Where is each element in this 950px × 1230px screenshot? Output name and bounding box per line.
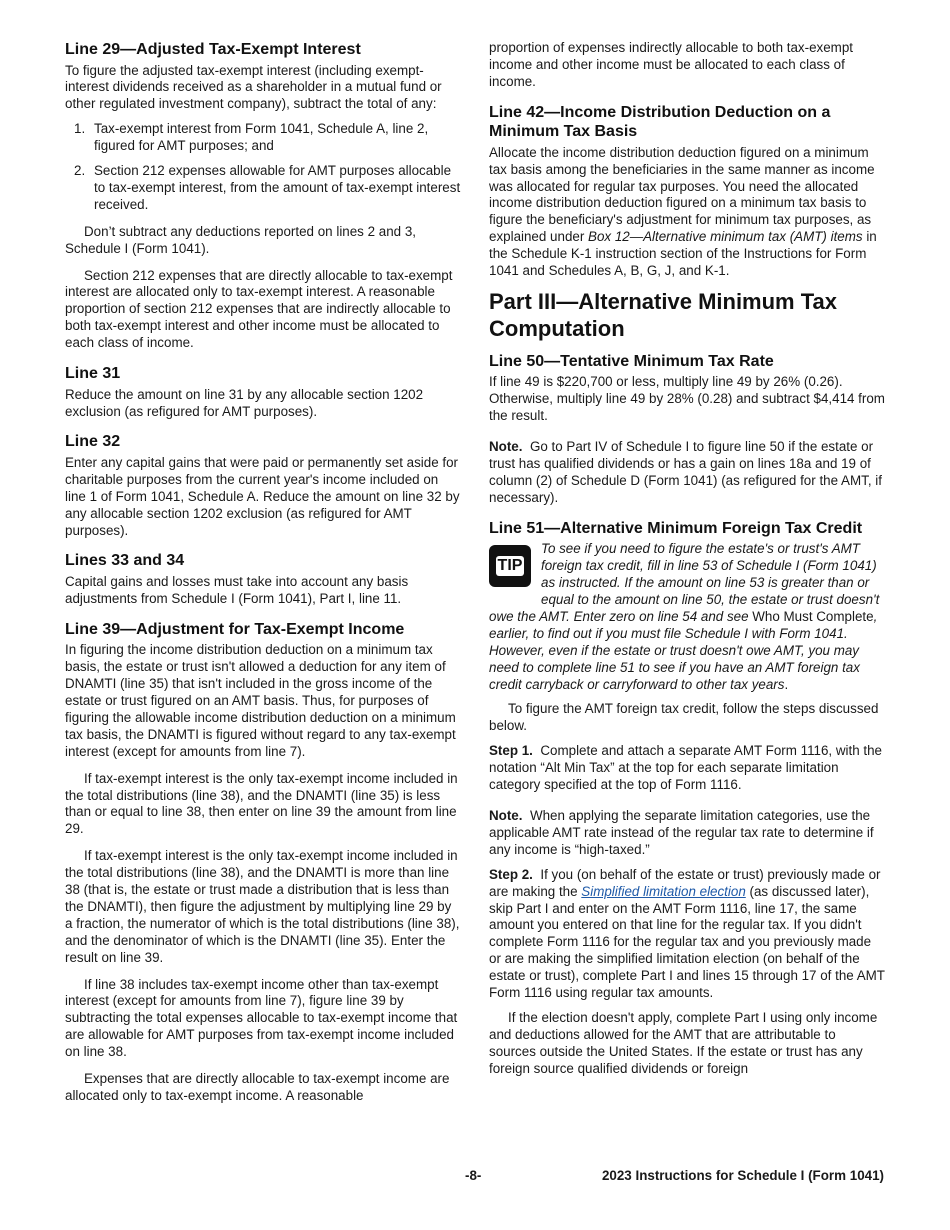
line39-paragraph: In figuring the income distribution deduction on a minimum tax basis, the estate or trust isn't allowed a deduction for any item of DNAMTI (line 35) that isn't included in the gross income of the estate or trust figured on an AMT basis. Thus, for purposes of figuring the allowable income distribution deduction on a minimum tax basis, the DNAMTI is figured without regard to any tax-exempt interest (except for amounts from line 7).: [65, 642, 456, 759]
tip-reference: Who Must Complete: [752, 608, 874, 624]
continued-paragraph: proportion of expenses indirectly allocable to both tax-exempt income and other income must be allocated to each class of income.: [489, 40, 853, 89]
line32-text: Enter any capital gains that were paid or permanently set aside for charitable purposes from the current year's income included on line 1 of Form 1041, Schedule A. Reduce the amount on line 32 by any allocable section 1202 exclusion (as refigured for AMT purposes).: [65, 454, 460, 538]
left-column: [65, 40, 462, 1105]
line51-paragraph: To figure the AMT foreign tax credit, follow the steps discussed below.: [489, 701, 879, 734]
part3-heading: Part III—Alternative Minimum Tax Computation: [489, 288, 838, 341]
list-item-text: Section 212 expenses allowable for AMT purposes allocable to tax-exempt interest, from the amount of tax-exempt interest received.: [94, 163, 461, 212]
right-column: [489, 40, 886, 1078]
simplified-limitation-election-link[interactable]: Simplified limitation election: [581, 883, 746, 899]
list-item-text: Tax-exempt interest from Form 1041, Schedule A, line 2, figured for AMT purposes; and: [94, 121, 429, 154]
lines33-34-heading: Lines 33 and 34: [65, 552, 185, 570]
line39-paragraph: If tax-exempt interest is the only tax-exempt income included in the total distributions (line 38), and the DNAMTI is more than line 38 (that is, the estate or trust made a distribution that is less than the DNAMTI), then figure the adjustment by multiplying line 29 by a fraction, the numerator of which is the total distributions (line 38), and the denominator of which is the DNAMTI (line 35). Enter the result on line 39.: [65, 848, 460, 965]
list-item-number: 2.: [74, 163, 86, 179]
note-label: Note.: [489, 808, 523, 823]
line51-note: Note. When applying the separate limitation categories, use the applicable AMT rate instead of the regular tax rate to determine if any income is “high-taxed.”: [489, 808, 874, 857]
line50-text: If line 49 is $220,700 or less, multiply line 49 by 26% (0.26). Otherwise, multiply line 49 by 28% (0.28) and subtract $4,414 from the result.: [489, 374, 885, 424]
line39-heading: Line 39—Adjustment for Tax-Exempt Income: [65, 620, 405, 638]
page-footer: [0, 1168, 950, 1188]
note-label: Note.: [489, 439, 523, 455]
line39-paragraph: Expenses that are directly allocable to tax-exempt income are allocated only to tax-exempt income. A reasonable: [65, 1071, 450, 1103]
list-item: [65, 163, 462, 214]
line42-heading: Line 42—Income Distribution Deduction on a Minimum Tax Basis: [489, 103, 831, 141]
step2-label: Step 2.: [489, 866, 533, 882]
line39-paragraph: If line 38 includes tax-exempt income other than tax-exempt interest (except for amounts from line 7), figure line 39 by subtracting the total expenses allocable to tax-exempt income that are allowable for AMT purposes from tax-exempt income included on line 38.: [65, 976, 458, 1060]
line42-text: Allocate the income distribution deduction figured on a minimum tax basis among the beneficiaries in the same manner as income was allocated for regular tax purposes. You need the allocated income distribution deduction figured on a minimum tax basis to figure the beneficiary's adjustment for minimum tax purposes, as explained under Box 12—Alternative minimum tax (AMT) items in the Schedule K-1 instruction section of the Instructions for Form 1041 and Schedules A, B, G, J, and K-1.: [489, 144, 877, 279]
line50-heading: Line 50—Tentative Minimum Tax Rate: [489, 352, 774, 370]
line39-paragraph: If tax-exempt interest is the only tax-exempt income included in the total distributions (line 38), and the DNAMTI (line 35) is less than or equal to line 38, then enter on line 39 the amount from line 29.: [65, 770, 458, 837]
tip-label: TIP: [497, 557, 523, 575]
lines33-34-text: Capital gains and losses must take into account any basis adjustments from Schedule I (Form 1041), Part I, line 11.: [65, 573, 409, 606]
tip-text: To see if you need to figure the estate's or trust's AMT foreign tax credit, fill in line 53 of Schedule I (Form 1041) as instructed. If the amount on line 53 is greater than or equal to the amount on line 50, the estate or trust doesn't owe the AMT. Enter zero on line 54 and see Who Must Complete, earlier, to find out if you must file Schedule I with Form 1041. However, even if the estate or trust doesn't owe AMT, you may need to complete line 51 to see if you have an AMT foreign tax credit carryback or carryforward to other tax years.: [489, 541, 880, 692]
line51-heading: Line 51—Alternative Minimum Foreign Tax Credit: [489, 519, 863, 537]
tip-icon: [489, 545, 535, 591]
step1: Step 1. Complete and attach a separate AMT Form 1116, with the notation “Alt Min Tax” at the top for each separate limitation category specified at the top of Form 1116.: [489, 743, 883, 793]
line29-paragraph: Don’t subtract any deductions reported on lines 2 and 3, Schedule I (Form 1041).: [65, 223, 417, 256]
line31-text: Reduce the amount on line 31 by any allocable section 1202 exclusion (as refigured for AMT purposes).: [65, 386, 424, 419]
step2: Step 2. If you (on behalf of the estate or trust) previously made or are making the Simplified limitation election (as discussed later), skip Part I and enter on the AMT Form 1116, line 17, the same amount you entered on that line for the regular tax. If you didn't complete Form 1116 for the regular tax and you previously made or are making the simplified limitation election (on behalf of the estate or trust), complete Part I and lines 15 through 17 of the AMT Form 1116 using regular tax amounts.: [489, 866, 885, 1001]
line32-heading: Line 32: [65, 433, 121, 451]
line31-heading: Line 31: [65, 365, 121, 383]
line50-note: Note. Go to Part IV of Schedule I to figure line 50 if the estate or trust has qualified dividends or has a gain on lines 18a and 19 of column (2) of Schedule D (Form 1041) (as refigured for the AMT, if necessary).: [489, 439, 882, 505]
page-number: -8-: [465, 1168, 482, 1183]
line29-paragraph: Section 212 expenses that are directly allocable to tax-exempt interest are allocated only to tax-exempt interest. A reasonable proportion of section 212 expenses that are indirectly allocable to both tax-exempt interest and other income must be allocated to each class of income.: [65, 267, 453, 351]
list-item: [65, 121, 462, 155]
line29-heading: Line 29—Adjusted Tax-Exempt Interest: [65, 41, 361, 58]
line51-paragraph: If the election doesn't apply, complete Part I using only income and deductions allowed for the AMT that are attributable to sources outside the United States. If the estate or trust has any foreign source qualified dividends or foreign: [489, 1009, 878, 1076]
line42-italic-ref: Box 12—Alternative minimum tax (AMT) items: [588, 229, 863, 245]
list-item-number: 1.: [74, 121, 86, 137]
step1-label: Step 1.: [489, 743, 533, 759]
line29-list: [65, 121, 462, 214]
line29-intro: To figure the adjusted tax-exempt interest (including exempt-interest dividends received as a shareholder in a mutual fund or other regulated investment company), subtract the total of any:: [65, 62, 442, 112]
footer-title: 2023 Instructions for Schedule I (Form 1041): [601, 1168, 884, 1183]
